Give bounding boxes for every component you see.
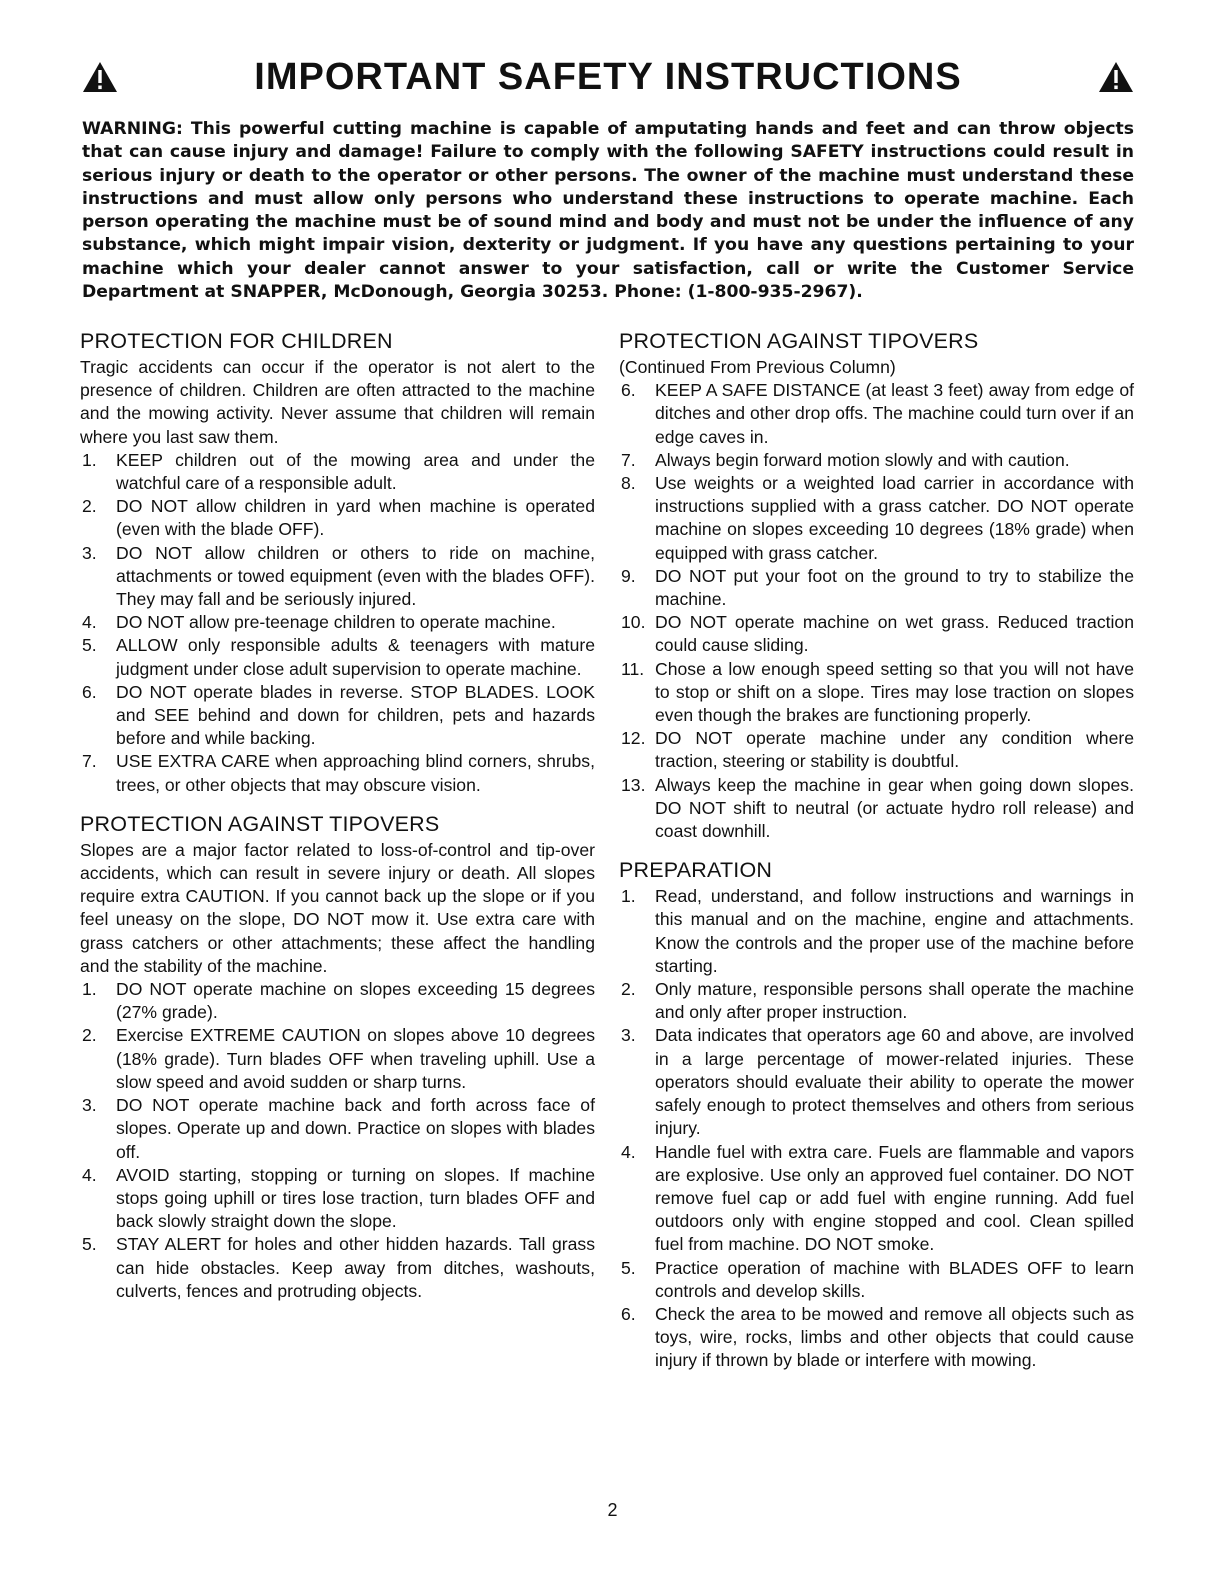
list-item [619,379,1134,449]
item-number: 5. [82,1234,97,1255]
item-text: DO NOT operate machine under any condition where traction, steering or stability is doubtful. [655,728,1134,772]
item-text: Practice operation of machine with BLADES OFF to learn controls and develop skills. [655,1257,1134,1301]
item-text: Only mature, responsible persons shall operate the machine and only after proper instruction. [655,979,1134,1023]
item-text: Exercise EXTREME CAUTION on slopes above 10 degrees (18% grade). Turn blades OFF when traveling uphill. Use a slow speed and avoid sudden or sharp turns. [116,1025,595,1092]
item-text: Check the area to be mowed and remove all objects such as toys, wire, rocks, limbs and other objects that could cause injury if thrown by blade or interfere with mowing. [655,1303,1134,1371]
section-heading: PREPARATION [619,858,773,883]
instruction-list [80,978,595,1303]
item-text: Read, understand, and follow instructions and warnings in this manual and on the machine, engine and attachments. Know the controls and the proper use of the machine before starting. [655,886,1134,976]
list-item [619,449,1134,472]
item-text: DO NOT operate machine on slopes exceeding 15 degrees (27% grade). [116,979,595,1023]
item-text: DO NOT operate machine back and forth across face of slopes. Operate up and down. Practice on slopes with blades off. [116,1095,595,1162]
item-number: 6. [621,1303,636,1324]
item-number: 11. [621,658,645,679]
section-intro: (Continued From Previous Column) [619,357,896,377]
item-number: 13. [621,774,646,795]
item-number: 3. [621,1025,636,1046]
list-item [619,565,1134,611]
section-heading: PROTECTION FOR CHILDREN [80,329,393,353]
item-number: 9. [621,565,636,586]
warning-triangle-icon [1098,61,1134,93]
item-text: DO NOT operate machine on wet grass. Reduced traction could cause sliding. [655,612,1134,656]
left-column [80,328,595,1317]
page-title: IMPORTANT SAFETY INSTRUCTIONS [254,55,962,98]
section [80,328,595,797]
list-item [80,611,595,634]
list-item [619,885,1134,978]
item-number: 5. [621,1257,636,1278]
item-text: Data indicates that operators age 60 and above, are involved in a large percentage of mower-related injuries. These operators should evaluate their ability to operate the mower safely enough to protect themselves and others from serious injury. [655,1025,1134,1139]
item-text: DO NOT allow children in yard when machine is operated (even with the blade OFF). [116,496,595,540]
warning-triangle-icon [82,61,118,93]
item-number: 3. [82,542,97,563]
list-item [80,1164,595,1234]
list-item [619,472,1134,565]
list-item [619,1303,1134,1373]
item-number: 3. [82,1095,97,1116]
section [619,328,1134,843]
item-text: Handle fuel with extra care. Fuels are flammable and vapors are explosive. Use only an approved fuel container. DO NOT remove fuel cap or add fuel with engine running. Add fuel outdoors only with engine stopped and cool. Clean spilled fuel from machine. DO NOT smoke. [655,1141,1134,1255]
item-text: KEEP children out of the mowing area and under the watchful care of a responsible adult. [116,449,595,494]
list-item [619,658,1134,728]
list-item [80,681,595,751]
item-number: 8. [621,473,636,494]
item-text: DO NOT put your foot on the ground to try to stabilize the machine. [655,565,1134,610]
list-item [619,611,1134,657]
item-number: 4. [82,612,97,633]
item-text: Use weights or a weighted load carrier in accordance with instructions supplied with a grass catcher. DO NOT operate machine on slopes exceeding 10 degrees (18% grade) when equipped with grass catcher. [655,473,1134,563]
item-number: 6. [621,380,636,401]
list-item [619,727,1134,773]
list-item [80,1024,595,1094]
item-text: USE EXTRA CARE when approaching blind corners, shrubs, trees, or other objects that may obscure vision. [116,751,595,795]
item-text: DO NOT allow pre-teenage children to operate machine. [116,612,556,633]
item-number: 12. [621,728,646,749]
list-item [80,542,595,612]
item-text: AVOID starting, stopping or turning on slopes. If machine stops going uphill or tires lose traction, turn blades OFF and back slowly straight down the slope. [116,1164,595,1232]
instruction-list [619,379,1134,843]
item-text: DO NOT allow children or others to ride on machine, attachments or towed equipment (even with the blades OFF). They may fall and be seriously injured. [116,542,595,610]
section-intro: Tragic accidents can occur if the operator is not alert to the presence of children. Children are often attracted to the machine and the mowing activity. Never assume that children will remain where you last saw them. [80,357,595,447]
instruction-list [619,885,1134,1372]
item-number: 10. [621,612,646,633]
item-text: Always begin forward motion slowly and with caution. [655,449,1070,470]
list-item [80,978,595,1024]
list-item [80,449,595,495]
item-number: 6. [82,681,97,702]
item-text: STAY ALERT for holes and other hidden hazards. Tall grass can hide obstacles. Keep away from ditches, washouts, culverts, fences and protruding objects. [116,1234,595,1301]
section [619,857,1134,1372]
item-number: 5. [82,635,97,656]
item-number: 2. [82,496,97,517]
section-intro: Slopes are a major factor related to loss-of-control and tip-over accidents, which can result in severe injury or death. All slopes require extra CAUTION. If you cannot back up the slope or if you feel uneasy on the slope, DO NOT mow it. Use extra care with grass catchers or other attachments; these affect the handling and the stability of the machine. [80,839,595,976]
item-number: 7. [82,751,97,772]
list-item [619,1024,1134,1140]
item-number: 4. [82,1164,97,1185]
list-item [80,634,595,680]
list-item [619,774,1134,844]
section-heading: PROTECTION AGAINST TIPOVERS [619,329,979,353]
section [80,811,595,1303]
section-heading: PROTECTION AGAINST TIPOVERS [80,811,440,836]
list-item [619,1141,1134,1257]
warning-paragraph: WARNING: This powerful cutting machine is capable of amputating hands and feet and can throw objects that can cause injury and damage! Failure to comply with the following SAFETY instructions could result in serious injury or death to the operator or other persons. The owner of the machine must understand these instructions and must allow only persons who understand these instructions to operate machine. Each person operating the machine must be of sound mind and body and must not be under the influence of any substance, which might impair vision, dexterity or judgment. If you have any questions pertaining to your machine which your dealer cannot answer to your satisfaction, call or write the Customer Service Department at SNAPPER, McDonough, Georgia 30253. Phone: (1-800-935-2967). [82,119,1134,303]
item-text: Chose a low enough speed setting so that you will not have to stop or shift on a slope. Tires may lose traction on slopes even though the brakes are functioning properly. [655,658,1134,726]
item-number: 4. [621,1141,636,1162]
page-number: 2 [607,1500,618,1520]
list-item [80,1233,595,1303]
list-item [80,750,595,796]
item-number: 1. [82,449,97,470]
item-number: 2. [82,1025,97,1046]
title-bar [82,52,1134,102]
list-item [619,978,1134,1024]
instruction-list [80,449,595,797]
list-item [80,1094,595,1164]
item-number: 2. [621,979,636,1000]
item-number: 1. [621,886,636,907]
item-text: Always keep the machine in gear when going down slopes. DO NOT shift to neutral (or actuate hydro roll release) and coast downhill. [655,774,1134,842]
item-number: 7. [621,449,636,470]
list-item [619,1257,1134,1303]
item-number: 1. [82,979,97,1000]
list-item [80,495,595,541]
item-text: KEEP A SAFE DISTANCE (at least 3 feet) away from edge of ditches and other drop offs. The machine could turn over if an edge caves in. [655,380,1134,447]
item-text: DO NOT operate blades in reverse. STOP BLADES. LOOK and SEE behind and down for children, pets and hazards before and while backing. [116,681,595,749]
right-column [619,328,1134,1387]
item-text: ALLOW only responsible adults & teenagers with mature judgment under close adult supervision to operate machine. [116,635,595,679]
